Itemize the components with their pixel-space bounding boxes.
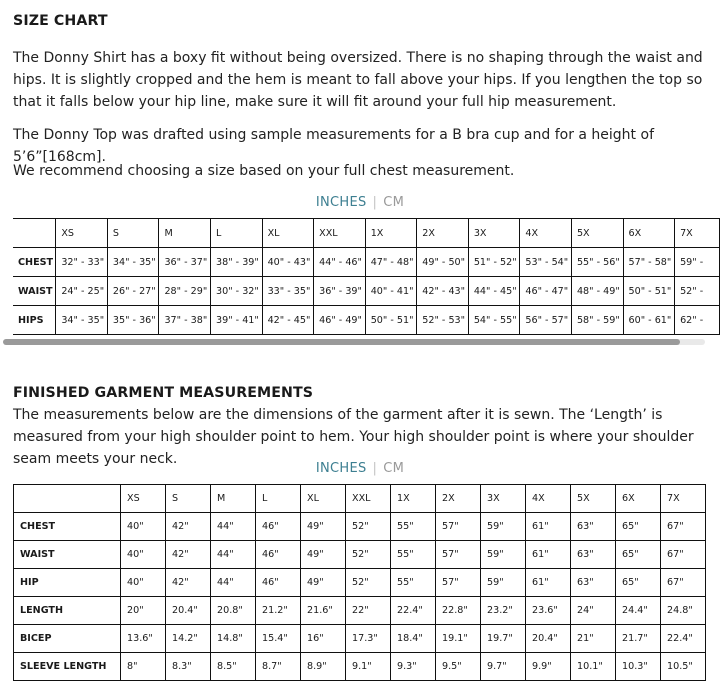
finished-garment-title: FINISHED GARMENT MEASUREMENTS bbox=[13, 385, 314, 401]
finished-cell: 44" bbox=[211, 541, 256, 569]
finished-row-label: HIP bbox=[14, 569, 121, 597]
size-chart-cell: 35" - 36" bbox=[107, 306, 159, 335]
draft-note: The Donny Top was drafted using sample measurements for a B bra cup and for a height of 5’6”[168cm]. bbox=[13, 127, 654, 165]
finished-cell: 65" bbox=[616, 569, 661, 597]
finished-cell: 67" bbox=[661, 513, 706, 541]
finished-cell: 61" bbox=[526, 513, 571, 541]
size-chart-cell: 36" - 39" bbox=[314, 277, 366, 306]
size-chart-cell: 50" - 51" bbox=[623, 277, 675, 306]
finished-cell: 21.6" bbox=[301, 597, 346, 625]
size-chart-size-header: L bbox=[211, 219, 263, 248]
finished-cell: 40" bbox=[121, 541, 166, 569]
finished-cell: 42" bbox=[166, 513, 211, 541]
finished-cell: 16" bbox=[301, 625, 346, 653]
finished-cell: 57" bbox=[436, 513, 481, 541]
finished-size-header: 7X bbox=[661, 485, 706, 513]
finished-cell: 59" bbox=[481, 569, 526, 597]
finished-cell: 52" bbox=[346, 541, 391, 569]
finished-cell: 19.1" bbox=[436, 625, 481, 653]
size-chart-size-header: XL bbox=[262, 219, 314, 248]
finished-cell: 55" bbox=[391, 569, 436, 597]
finished-cell: 20.8" bbox=[211, 597, 256, 625]
finished-size-header: 2X bbox=[436, 485, 481, 513]
finished-cell: 14.2" bbox=[166, 625, 211, 653]
finished-cell: 9.3" bbox=[391, 653, 436, 681]
size-chart-cell: 51" - 52" bbox=[468, 248, 520, 277]
size-chart-cell: 46" - 47" bbox=[520, 277, 572, 306]
finished-cell: 67" bbox=[661, 541, 706, 569]
size-chart-cell: 36" - 37" bbox=[159, 248, 211, 277]
finished-cell: 24.4" bbox=[616, 597, 661, 625]
finished-cell: 23.2" bbox=[481, 597, 526, 625]
size-chart-row-label: CHEST bbox=[13, 248, 56, 277]
size-chart-cell: 26" - 27" bbox=[107, 277, 159, 306]
table-scrollbar-thumb[interactable] bbox=[3, 339, 680, 345]
size-chart-size-header: 7X bbox=[675, 219, 720, 248]
size-chart-row-label: HIPS bbox=[13, 306, 56, 335]
inches-toggle[interactable]: INCHES bbox=[315, 195, 367, 210]
size-chart-size-header: S bbox=[107, 219, 159, 248]
size-chart-cell: 47" - 48" bbox=[365, 248, 417, 277]
finished-cell: 55" bbox=[391, 541, 436, 569]
finished-cell: 22.4" bbox=[661, 625, 706, 653]
size-chart-cell: 32" - 33" bbox=[56, 248, 108, 277]
finished-cell: 49" bbox=[301, 513, 346, 541]
size-chart-cell: 59" - bbox=[675, 248, 720, 277]
finished-cell: 9.5" bbox=[436, 653, 481, 681]
finished-row-bicep bbox=[14, 625, 706, 653]
size-chart-row-chest bbox=[13, 248, 720, 277]
size-chart-cell: 38" - 39" bbox=[211, 248, 263, 277]
finished-cell: 57" bbox=[436, 541, 481, 569]
size-chart-cell: 44" - 46" bbox=[314, 248, 366, 277]
cm-toggle[interactable]: CM bbox=[383, 195, 405, 210]
finished-row-chest bbox=[14, 513, 706, 541]
size-chart-size-header: 5X bbox=[571, 219, 623, 248]
size-chart-cell: 42" - 45" bbox=[262, 306, 314, 335]
size-chart-cell: 24" - 25" bbox=[56, 277, 108, 306]
finished-size-header: 3X bbox=[481, 485, 526, 513]
finished-row-hip bbox=[14, 569, 706, 597]
size-chart-cell: 42" - 43" bbox=[417, 277, 469, 306]
finished-cell: 65" bbox=[616, 541, 661, 569]
finished-size-header: XL bbox=[301, 485, 346, 513]
size-chart-size-header: XXL bbox=[314, 219, 366, 248]
finished-cell: 46" bbox=[256, 569, 301, 597]
size-chart-size-header: 3X bbox=[468, 219, 520, 248]
finished-cell: 46" bbox=[256, 541, 301, 569]
finished-garment-description: The measurements below are the dimensions of the garment after it is sewn. The ‘Length’ is measured from your high shoulder point to hem. Your high shoulder point is where your shoulder seam meets your neck. bbox=[13, 407, 694, 467]
finished-cell: 19.7" bbox=[481, 625, 526, 653]
size-chart-cell: 46" - 49" bbox=[314, 306, 366, 335]
size-chart-cell: 50" - 51" bbox=[365, 306, 417, 335]
unit-toggle bbox=[0, 195, 720, 210]
inches-toggle-finished[interactable]: INCHES bbox=[315, 461, 367, 476]
size-chart-header-row bbox=[13, 219, 720, 248]
finished-size-header: XS bbox=[121, 485, 166, 513]
finished-cell: 8.7" bbox=[256, 653, 301, 681]
size-chart-cell: 56" - 57" bbox=[520, 306, 572, 335]
size-chart-corner-cell bbox=[13, 219, 56, 248]
finished-cell: 49" bbox=[301, 569, 346, 597]
unit-toggle-finished bbox=[0, 461, 720, 476]
size-chart-size-header: 1X bbox=[365, 219, 417, 248]
finished-cell: 21.7" bbox=[616, 625, 661, 653]
finished-cell: 24" bbox=[571, 597, 616, 625]
size-chart-size-header: 6X bbox=[623, 219, 675, 248]
finished-corner-cell bbox=[14, 485, 121, 513]
finished-size-header: 1X bbox=[391, 485, 436, 513]
size-chart-cell: 48" - 49" bbox=[571, 277, 623, 306]
size-chart-cell: 40" - 41" bbox=[365, 277, 417, 306]
finished-cell: 13.6" bbox=[121, 625, 166, 653]
size-chart-cell: 57" - 58" bbox=[623, 248, 675, 277]
finished-cell: 8" bbox=[121, 653, 166, 681]
size-chart-table bbox=[13, 218, 720, 335]
size-chart-title: SIZE CHART bbox=[13, 13, 108, 29]
size-chart-cell: 28" - 29" bbox=[159, 277, 211, 306]
size-chart-cell: 52" - 53" bbox=[417, 306, 469, 335]
finished-row-label: LENGTH bbox=[14, 597, 121, 625]
finished-cell: 24.8" bbox=[661, 597, 706, 625]
finished-row-length bbox=[14, 597, 706, 625]
finished-cell: 52" bbox=[346, 513, 391, 541]
finished-size-header: M bbox=[211, 485, 256, 513]
finished-cell: 52" bbox=[346, 569, 391, 597]
size-chart-cell: 40" - 43" bbox=[262, 248, 314, 277]
finished-cell: 17.3" bbox=[346, 625, 391, 653]
fit-description: The Donny Shirt has a boxy fit without being oversized. There is no shaping through the waist and hips. It is slightly cropped and the hem is meant to fall above your hips. If you lengthen the top so that it falls below your hip line, make sure it will fit around your full hip measurement. bbox=[13, 50, 703, 110]
finished-cell: 9.9" bbox=[526, 653, 571, 681]
finished-cell: 10.3" bbox=[616, 653, 661, 681]
finished-cell: 20.4" bbox=[526, 625, 571, 653]
size-chart-cell: 58" - 59" bbox=[571, 306, 623, 335]
finished-cell: 63" bbox=[571, 513, 616, 541]
finished-cell: 40" bbox=[121, 569, 166, 597]
finished-row-label: SLEEVE LENGTH bbox=[14, 653, 121, 681]
finished-cell: 40" bbox=[121, 513, 166, 541]
finished-cell: 46" bbox=[256, 513, 301, 541]
size-chart-cell: 44" - 45" bbox=[468, 277, 520, 306]
finished-row-waist bbox=[14, 541, 706, 569]
size-chart-cell: 34" - 35" bbox=[107, 248, 159, 277]
finished-size-header: 4X bbox=[526, 485, 571, 513]
finished-cell: 8.3" bbox=[166, 653, 211, 681]
finished-cell: 8.5" bbox=[211, 653, 256, 681]
size-chart-cell: 34" - 35" bbox=[56, 306, 108, 335]
size-chart-cell: 49" - 50" bbox=[417, 248, 469, 277]
finished-size-header: XXL bbox=[346, 485, 391, 513]
finished-cell: 23.6" bbox=[526, 597, 571, 625]
size-chart-size-header: M bbox=[159, 219, 211, 248]
size-chart-cell: 52" - bbox=[675, 277, 720, 306]
size-chart-cell: 30" - 32" bbox=[211, 277, 263, 306]
finished-cell: 55" bbox=[391, 513, 436, 541]
finished-cell: 65" bbox=[616, 513, 661, 541]
finished-cell: 61" bbox=[526, 541, 571, 569]
finished-cell: 61" bbox=[526, 569, 571, 597]
size-chart-size-header: 4X bbox=[520, 219, 572, 248]
size-chart-table-scroll-container[interactable] bbox=[13, 218, 720, 335]
finished-cell: 10.5" bbox=[661, 653, 706, 681]
size-chart-cell: 62" - bbox=[675, 306, 720, 335]
finished-row-label: WAIST bbox=[14, 541, 121, 569]
finished-cell: 42" bbox=[166, 541, 211, 569]
finished-size-header: L bbox=[256, 485, 301, 513]
finished-cell: 67" bbox=[661, 569, 706, 597]
size-chart-size-header: XS bbox=[56, 219, 108, 248]
finished-row-label: CHEST bbox=[14, 513, 121, 541]
finished-cell: 22" bbox=[346, 597, 391, 625]
size-chart-row-waist bbox=[13, 277, 720, 306]
finished-cell: 20.4" bbox=[166, 597, 211, 625]
finished-cell: 15.4" bbox=[256, 625, 301, 653]
finished-cell: 14.8" bbox=[211, 625, 256, 653]
finished-cell: 9.7" bbox=[481, 653, 526, 681]
size-chart-cell: 54" - 55" bbox=[468, 306, 520, 335]
finished-cell: 18.4" bbox=[391, 625, 436, 653]
finished-cell: 22.4" bbox=[391, 597, 436, 625]
finished-cell: 49" bbox=[301, 541, 346, 569]
unit-separator: | bbox=[372, 195, 378, 210]
finished-row-sleeve-length bbox=[14, 653, 706, 681]
size-chart-cell: 55" - 56" bbox=[571, 248, 623, 277]
size-chart-cell: 33" - 35" bbox=[262, 277, 314, 306]
size-chart-cell: 60" - 61" bbox=[623, 306, 675, 335]
finished-cell: 10.1" bbox=[571, 653, 616, 681]
size-chart-cell: 37" - 38" bbox=[159, 306, 211, 335]
finished-cell: 21.2" bbox=[256, 597, 301, 625]
finished-cell: 63" bbox=[571, 541, 616, 569]
finished-cell: 20" bbox=[121, 597, 166, 625]
size-chart-cell: 39" - 41" bbox=[211, 306, 263, 335]
finished-header-row bbox=[14, 485, 706, 513]
size-chart-row-label: WAIST bbox=[13, 277, 56, 306]
finished-cell: 21" bbox=[571, 625, 616, 653]
finished-cell: 63" bbox=[571, 569, 616, 597]
finished-size-header: 5X bbox=[571, 485, 616, 513]
finished-cell: 8.9" bbox=[301, 653, 346, 681]
finished-cell: 42" bbox=[166, 569, 211, 597]
finished-size-header: S bbox=[166, 485, 211, 513]
size-chart-row-hips bbox=[13, 306, 720, 335]
finished-measurements-table bbox=[13, 484, 706, 681]
finished-row-label: BICEP bbox=[14, 625, 121, 653]
size-chart-cell: 53" - 54" bbox=[520, 248, 572, 277]
size-chart-size-header: 2X bbox=[417, 219, 469, 248]
finished-cell: 59" bbox=[481, 541, 526, 569]
finished-cell: 44" bbox=[211, 513, 256, 541]
finished-size-header: 6X bbox=[616, 485, 661, 513]
finished-cell: 44" bbox=[211, 569, 256, 597]
cm-toggle-finished[interactable]: CM bbox=[383, 461, 405, 476]
finished-cell: 22.8" bbox=[436, 597, 481, 625]
finished-cell: 57" bbox=[436, 569, 481, 597]
finished-cell: 9.1" bbox=[346, 653, 391, 681]
finished-cell: 59" bbox=[481, 513, 526, 541]
unit-separator-finished: | bbox=[372, 461, 378, 476]
recommendation-note: We recommend choosing a size based on your full chest measurement. bbox=[13, 163, 515, 179]
